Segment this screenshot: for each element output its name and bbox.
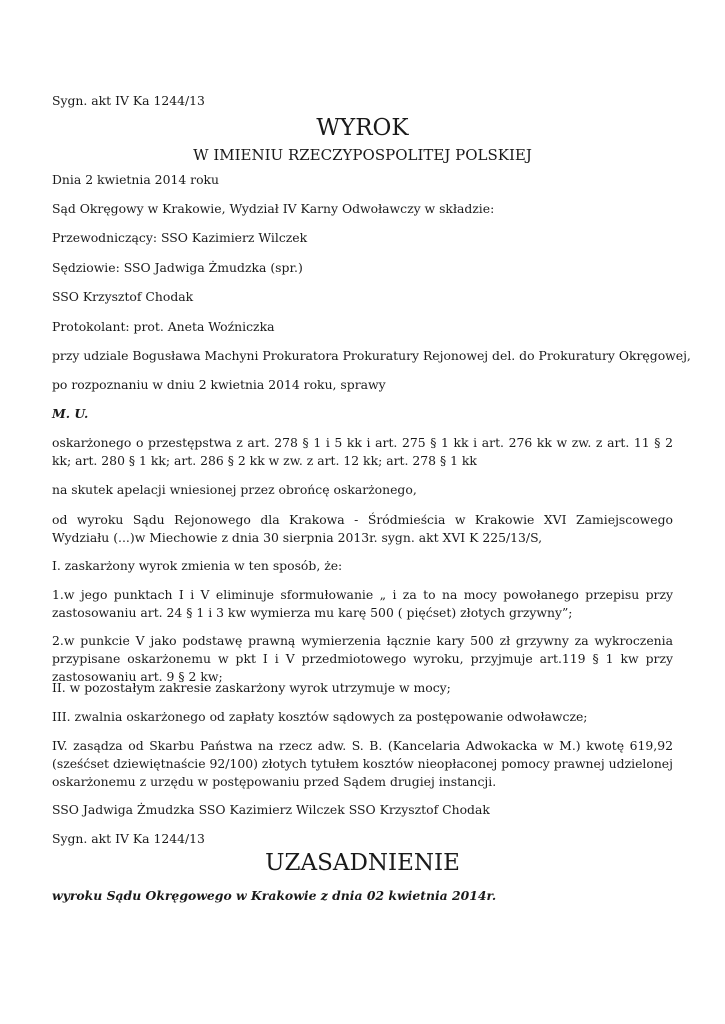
- ruling-point-2: II. w pozostałym zakresie zaskarżony wyrok utrzymuje w mocy;: [52, 680, 451, 695]
- document-title: WYROK: [316, 115, 409, 141]
- appeal-line: na skutek apelacji wniesionej przez obrońcę oskarżonego,: [52, 482, 417, 497]
- document-subtitle: W IMIENIU RZECZYPOSPOLITEJ POLSKIEJ: [193, 146, 532, 164]
- prosecutor-line: przy udziale Bogusława Machyni Prokuratora Prokuratury Rejonowej del. do Prokuratury Okręgowej,: [52, 348, 691, 363]
- ruling-point-4: IV. zasądza od Skarbu Państwa na rzecz adw. S. B. (Kancelaria Adwokacka w M.) kwotę 619,92 (sześćset dziewiętnaście 92/100) złotych tytułem kosztów nieopłaconej pomocy prawnej udzielonej oskarżonemu z urzędu w postępowaniu przed Sądem drugiej instancji.: [52, 738, 673, 789]
- judgment-document: [52, 0, 691, 1024]
- judges: Sędziowie: SSO Jadwiga Żmudzka (spr.): [52, 260, 303, 275]
- second-judge: SSO Krzysztof Chodak: [52, 289, 194, 304]
- ruling-point-1-1: 1.w jego punktach I i V eliminuje sformułowanie „ i za to na mocy powołanego przepisu przy zastosowaniu art. 24 § 1 i 3 kw wymierza mu karę 500 ( pięćset) złotych grzywny”;: [52, 587, 673, 620]
- presiding-judge: Przewodniczący: SSO Kazimierz Wilczek: [52, 230, 308, 245]
- justification-title: UZASADNIENIE: [265, 850, 460, 876]
- justification-subtitle: wyroku Sądu Okręgowego w Krakowie z dnia 02 kwietnia 2014r.: [52, 888, 497, 903]
- case-reference-bottom: Sygn. akt IV Ka 1244/13: [52, 831, 205, 846]
- hearing-line: po rozpoznaniu w dniu 2 kwietnia 2014 roku, sprawy: [52, 377, 386, 392]
- judges-signatures: SSO Jadwiga Żmudzka SSO Kazimierz Wilczek SSO Krzysztof Chodak: [52, 802, 490, 817]
- case-reference: Sygn. akt IV Ka 1244/13: [52, 93, 205, 108]
- court-clerk: Protokolant: prot. Aneta Woźniczka: [52, 319, 275, 334]
- lower-court-paragraph: od wyroku Sądu Rejonowego dla Krakowa - Śródmieścia w Krakowie XVI Zamiejscowego Wydziału (...)w Miechowie z dnia 30 sierpnia 2013r. sygn. akt XVI K 225/13/S,: [52, 512, 673, 545]
- court-composition: Sąd Okręgowy w Krakowie, Wydział IV Karny Odwoławczy w składzie:: [52, 201, 495, 216]
- ruling-point-1: I. zaskarżony wyrok zmienia w ten sposób, że:: [52, 558, 343, 573]
- judgment-date: Dnia 2 kwietnia 2014 roku: [52, 172, 220, 187]
- ruling-point-3: III. zwalnia oskarżonego od zapłaty kosztów sądowych za postępowanie odwoławcze;: [52, 709, 588, 724]
- charges-paragraph: oskarżonego o przestępstwa z art. 278 § 1 i 5 kk i art. 275 § 1 kk i art. 276 kk w zw. z art. 11 § 2 kk; art. 280 § 1 kk; art. 286 § 2 kk w zw. z art. 12 kk; art. 278 § 1 kk: [52, 435, 673, 468]
- ruling-point-1-2: 2.w punkcie V jako podstawę prawną wymierzenia łącznie kary 500 zł grzywny za wykroczenia przypisane oskarżonemu w pkt I i V przedmiotowego wyroku, przyjmuje art.119 § 1 kw przy zastosowaniu art. 9 § 2 kw;: [52, 633, 673, 684]
- defendant-name: M. U.: [52, 406, 89, 421]
